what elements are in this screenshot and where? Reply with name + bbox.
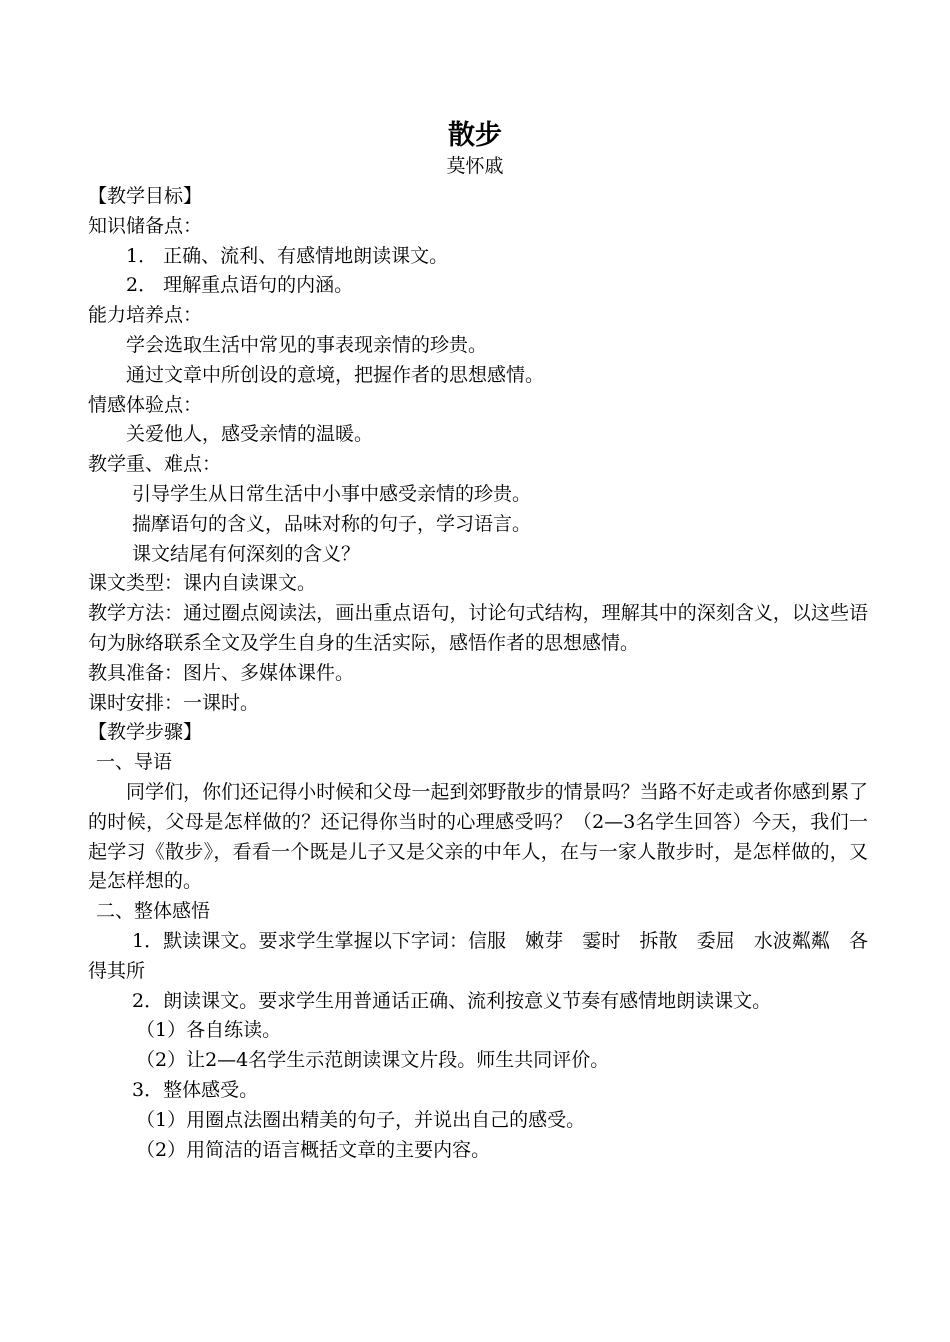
- step2-item-3: 3．整体感受。: [132, 1078, 259, 1101]
- class-time-line: 课时安排：一课时。: [88, 691, 260, 714]
- step2-item-3b: （2）用简洁的语言概括文章的主要内容。: [136, 1138, 491, 1161]
- step2-item-2a: （1）各自练读。: [136, 1019, 282, 1042]
- step2-item-3a: （1）用圈点法圈出精美的句子，并说出自己的感受。: [136, 1108, 586, 1131]
- step2-item-1: 1．默读课文。要求学生掌握以下字词：信服 嫩芽 霎时 拆散 委屈 水波粼粼 各得其所: [88, 929, 868, 982]
- teaching-tools-line: 教具准备：图片、多媒体课件。: [88, 661, 355, 684]
- ability-label: 能力培养点：: [88, 304, 203, 327]
- step2-item-2: 2．朗读课文。要求学生用普通话正确、流利按意义节奏有感情地朗读课文。: [132, 989, 772, 1012]
- document-title: 散步: [448, 120, 502, 151]
- knowledge-label: 知识储备点：: [88, 214, 203, 237]
- ability-item-1: 学会选取生活中常见的事表现亲情的珍贵。: [126, 333, 488, 356]
- step1-title: 一、导语: [96, 751, 173, 774]
- knowledge-item-1: 1． 正确、流利、有感情地朗读课文。: [126, 244, 449, 267]
- step2-title: 二、整体感悟: [96, 900, 211, 923]
- key-point-1: 引导学生从日常生活中小事中感受亲情的珍贵。: [132, 482, 532, 505]
- document-author: 莫怀戚: [446, 155, 504, 177]
- key-points-label: 教学重、难点：: [88, 453, 222, 476]
- knowledge-item-2: 2． 理解重点语句的内涵。: [126, 274, 354, 297]
- emotion-label: 情感体验点：: [88, 393, 203, 416]
- section-header-steps: 【教学步骤】: [88, 721, 203, 744]
- step1-paragraph: 同学们，你们还记得小时候和父母一起到郊野散步的情景吗？当路不好走或者你感到累了的时候，父母是怎样做的？还记得你当时的心理感受吗？（2—3名学生回答）今天，我们一起学习《散步》，看看一个既是儿子又是父亲的中年人，在与一家人散步时，是怎样做的，又是怎样想的。: [88, 780, 868, 893]
- lesson-type-line: 课文类型：课内自读课文。: [88, 572, 317, 595]
- section-header-goals: 【教学目标】: [88, 185, 203, 207]
- ability-item-2: 通过文章中所创设的意境，把握作者的思想感情。: [126, 363, 545, 386]
- key-point-2: 揣摩语句的含义，品味对称的句子，学习语言。: [132, 512, 532, 535]
- teaching-method-paragraph: 教学方法：通过圈点阅读法，画出重点语句，讨论句式结构，理解其中的深刻含义，以这些语句为脉络联系全文及学生自身的生活实际，感悟作者的思想感情。: [88, 602, 868, 654]
- step2-item-2b: （2）让2—4名学生示范朗读课文片段。师生共同评价。: [136, 1049, 610, 1072]
- document-body: [88, 182, 868, 1165]
- emotion-item-1: 关爱他人，感受亲情的温暖。: [126, 423, 374, 446]
- key-point-3: 课文结尾有何深刻的含义？: [132, 542, 361, 565]
